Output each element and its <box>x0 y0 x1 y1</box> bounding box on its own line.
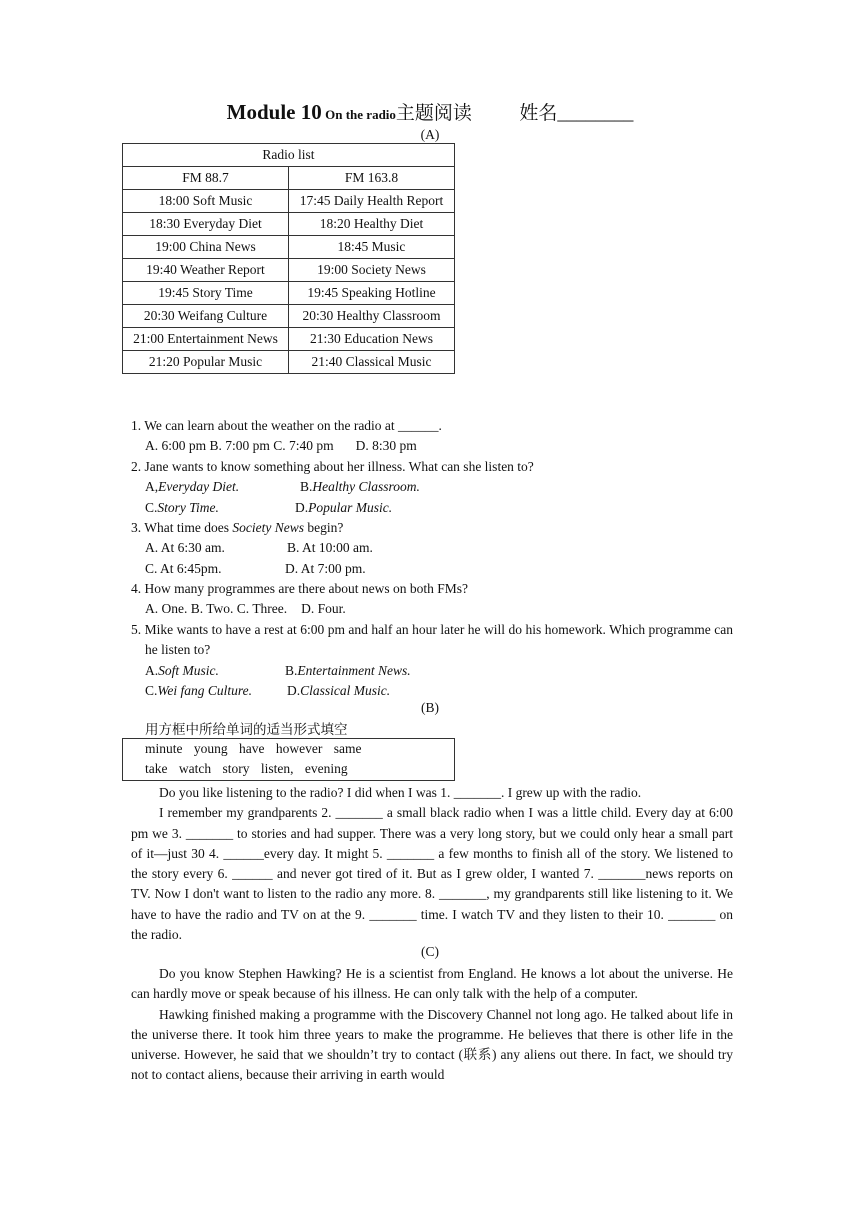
question-text: 3. What time does Society News begin? <box>131 520 344 535</box>
question-5 <box>131 620 733 701</box>
option: D. 8:30 pm <box>355 438 417 454</box>
section-c-passage <box>131 964 733 1086</box>
table-cell: 19:45 Story Time <box>123 282 289 305</box>
topic-label: On the radio <box>325 107 396 122</box>
option: Story Time. <box>157 499 219 515</box>
option: Entertainment News. <box>297 662 411 678</box>
table-cell: 18:30 Everyday Diet <box>123 213 289 236</box>
word-bank-line: minute young have however same <box>145 741 362 756</box>
option: D. At 7:00 pm. <box>285 560 366 576</box>
option: A. One. B. Two. C. Three. <box>145 601 288 617</box>
table-row <box>123 236 455 259</box>
table-caption: Radio list <box>123 144 455 167</box>
table-cell: 19:45 Speaking Hotline <box>289 282 455 305</box>
table-row <box>123 305 455 328</box>
question-3 <box>131 518 733 579</box>
question-1 <box>131 416 733 457</box>
page-title <box>0 98 860 125</box>
option: C. At 6:45pm. <box>145 560 222 576</box>
option-letter: D. <box>287 682 301 698</box>
option: D. Four. <box>301 601 346 617</box>
table-row <box>123 351 455 374</box>
table-cell: 20:30 Weifang Culture <box>123 305 289 328</box>
table-cell: 20:30 Healthy Classroom <box>289 305 455 328</box>
section-b-passage <box>131 783 733 945</box>
passage-paragraph: Do you like listening to the radio? I did when I was 1. _______. I grew up with the radio. <box>159 785 642 800</box>
question-text: 1. We can learn about the weather on the radio at ______. <box>131 418 442 433</box>
option: Classical Music. <box>300 682 391 698</box>
option-letter: A. <box>145 662 159 678</box>
section-b-instruction: 用方框中所给单词的适当形式填空 <box>145 722 348 737</box>
radio-list-table <box>122 143 455 374</box>
table-row <box>123 213 455 236</box>
option: Everyday Diet. <box>158 479 240 495</box>
option-letter: B. <box>285 662 298 678</box>
column-header: FM 88.7 <box>123 167 289 190</box>
table-cell: 19:00 China News <box>123 236 289 259</box>
option: Wei fang Culture. <box>157 682 253 698</box>
table-cell: 21:40 Classical Music <box>289 351 455 374</box>
table-cell: 17:45 Daily Health Report <box>289 190 455 213</box>
table-cell: 18:45 Music <box>289 236 455 259</box>
option: Popular Music. <box>308 499 393 515</box>
table-row <box>123 190 455 213</box>
name-field-label: 姓名________ <box>519 103 634 124</box>
option: A. 6:00 pm B. 7:00 pm C. 7:40 pm <box>145 438 334 454</box>
section-b-label: (B) <box>421 700 439 715</box>
table-cell: 21:20 Popular Music <box>123 351 289 374</box>
question-2 <box>131 457 733 518</box>
option: A. At 6:30 am. <box>145 540 225 556</box>
word-bank-box <box>122 738 455 781</box>
table-row <box>123 282 455 305</box>
option: B. At 10:00 am. <box>287 540 373 556</box>
question-text: 4. How many programmes are there about news on both FMs? <box>131 581 469 596</box>
table-cell: 21:00 Entertainment News <box>123 328 289 351</box>
table-cell: 18:20 Healthy Diet <box>289 213 455 236</box>
section-a-label: (A) <box>420 127 440 142</box>
option: Healthy Classroom. <box>312 479 420 495</box>
option-letter: C. <box>145 682 158 698</box>
question-options <box>131 436 733 456</box>
question-4 <box>131 579 733 620</box>
question-text: 5. Mike wants to have a rest at 6:00 pm and half an hour later he will do his homework. Which programme can he listen to? <box>131 622 733 658</box>
option-letter: C. <box>145 499 158 515</box>
option-letter: A, <box>145 479 159 495</box>
section-c-label: (C) <box>421 944 439 959</box>
table-row <box>123 259 455 282</box>
table-cell: 19:00 Society News <box>289 259 455 282</box>
passage-paragraph: Hawking finished making a programme with the Discovery Channel not long ago. He talked about life in the universe there. It took him three years to make the programme. He believes that there is other life in the universe. However, he said that we shouldn’t try to contact (联系) any aliens out there. In fact, we should try not to contact aliens, because their arriving in earth would <box>131 1006 733 1083</box>
table-cell: 21:30 Education News <box>289 328 455 351</box>
option: Soft Music. <box>158 662 219 678</box>
column-header: FM 163.8 <box>289 167 455 190</box>
option-letter: B. <box>300 479 313 495</box>
passage-paragraph: I remember my grandparents 2. _______ a small black radio when I was a little child. Every day at 6:00 pm we 3. _______ to stories and had supper. There was a very long story, but we could only hear a small part of it—just 30 4. ______every day. It might 5. _______ a few months to finish all of the story. We listened to the story every 6. ______ and never got tired of it. But as I grew older, I wanted 7. _______news reports on TV. Now I don't want to listen to the radio any more. 8. _______, my grandparents still like listening to it. We have to have the radio and TV on at the 9. _______ time. I watch TV and they listen to their 10. _______ on the radio. <box>131 805 733 943</box>
question-text: 2. Jane wants to know something about her illness. What can she listen to? <box>131 459 534 474</box>
option-letter: D. <box>295 499 309 515</box>
table-row <box>123 328 455 351</box>
module-label: Module 10 <box>226 100 322 124</box>
table-cell: 18:00 Soft Music <box>123 190 289 213</box>
passage-paragraph: Do you know Stephen Hawking? He is a scientist from England. He knows a lot about the universe. He can hardly move or speak because of his illness. He can only talk with the help of a computer. <box>131 966 733 1002</box>
topic-cn-label: 主题阅读 <box>395 103 472 124</box>
table-cell: 19:40 Weather Report <box>123 259 289 282</box>
word-bank-line: take watch story listen, evening <box>145 761 348 776</box>
